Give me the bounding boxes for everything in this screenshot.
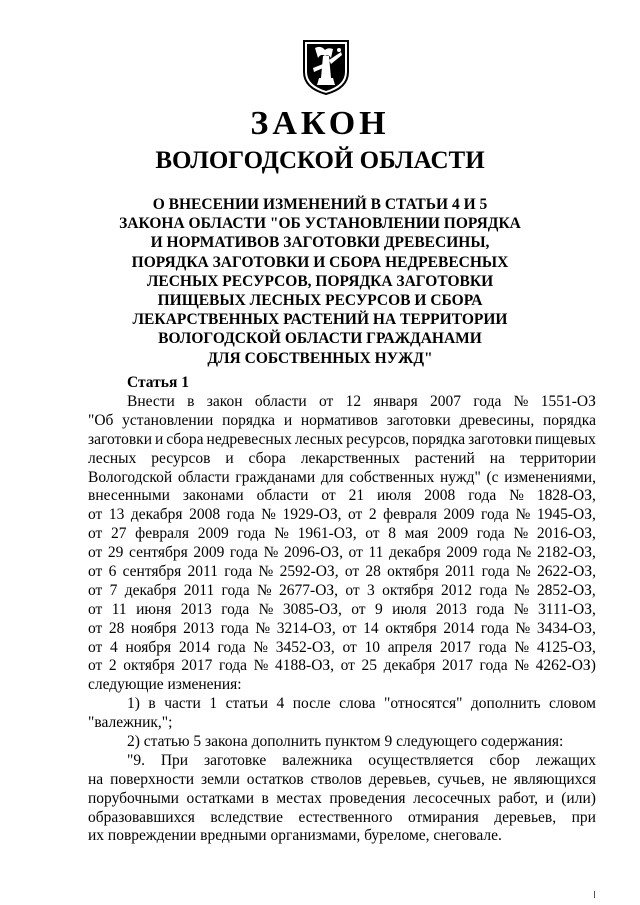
body-text-line: от 28 ноября 2013 года № 3214-ОЗ, от 14 октября 2014 года № 3434-ОЗ, <box>88 619 596 637</box>
document-type: ЗАКОН <box>250 105 390 142</box>
body-text-line: Вологодской области гражданами для собственных нужд" (с изменениями, <box>88 468 596 486</box>
law-subject-line: ДЛЯ СОБСТВЕННЫХ НУЖД" <box>207 349 433 367</box>
body-text-line: от 4 ноября 2014 года № 3452-ОЗ, от 10 апреля 2017 года № 4125-ОЗ, <box>88 638 596 656</box>
body-text-line: Внести в закон области от 12 января 2007 года № 1551-ОЗ <box>127 393 596 410</box>
law-subject <box>0 195 640 368</box>
body-text-line: "валежник,"; <box>88 714 173 732</box>
body-text-line: 2) статью 5 закона дополнить пунктом 9 следующего содержания: <box>127 733 564 751</box>
body-text-line: их повреждении вредными организмами, буреломе, снеговале. <box>88 827 502 845</box>
law-subject-line: ПОРЯДКА ЗАГОТОВКИ И СБОРА НЕДРЕВЕСНЫХ <box>131 253 509 271</box>
law-subject-line: ЛЕСНЫХ РЕСУРСОВ, ПОРЯДКА ЗАГОТОВКИ <box>146 272 494 290</box>
body-text-line: образовавшихся вследствие естественного отмирания деревьев, при <box>88 808 596 826</box>
body-text-line: от 27 февраля 2009 года № 1961-ОЗ, от 8 мая 2009 года № 2016-ОЗ, <box>88 525 596 543</box>
body-text-line: следующие изменения: <box>88 676 242 694</box>
law-subject-line: ЛЕКАРСТВЕННЫХ РАСТЕНИЙ НА ТЕРРИТОРИИ <box>132 311 508 329</box>
body-text-line: порубочными остатками в местах проведения лесосечных работ, и (или) <box>88 789 596 807</box>
body-text-line: на поверхности земли остатков стволов деревьев, сучьев, не являющихся <box>88 770 596 788</box>
body-text-line: внесенными законами области от 21 июля 2008 года № 1828-ОЗ, <box>88 487 596 505</box>
law-subject-line: ПИЩЕВЫХ ЛЕСНЫХ РЕСУРСОВ И СБОРА <box>157 292 483 310</box>
body-text-line: лесных ресурсов и сбора лекарственных растений на территории <box>88 449 596 467</box>
body-text-line: от 2 октября 2017 года № 4188-ОЗ, от 25 декабря 2017 года № 4262-ОЗ) <box>88 657 596 675</box>
body-text-line: от 11 июня 2013 года № 3085-ОЗ, от 9 июля 2013 года № 3111-ОЗ, <box>88 600 596 618</box>
region-title: ВОЛОГОДСКОЙ ОБЛАСТИ <box>155 147 485 174</box>
body-text-line: заготовки и сбора недревесных лесных ресурсов, порядка заготовки пищевых <box>88 430 596 448</box>
body-text-line: от 7 декабря 2011 года № 2677-ОЗ, от 3 октября 2012 года № 2852-ОЗ, <box>88 581 596 599</box>
article-body <box>88 393 596 846</box>
law-subject-line: ВОЛОГОДСКОЙ ОБЛАСТИ ГРАЖДАНАМИ <box>158 330 482 348</box>
body-text-line: от 13 декабря 2008 года № 1929-ОЗ, от 2 февраля 2009 года № 1945-ОЗ, <box>88 506 596 524</box>
law-subject-line: О ВНЕСЕНИИ ИЗМЕНЕНИЙ В СТАТЬИ 4 И 5 <box>152 196 488 213</box>
article-heading: Статья 1 <box>127 374 189 391</box>
law-subject-line: ЗАКОНА ОБЛАСТИ "ОБ УСТАНОВЛЕНИИ ПОРЯДКА <box>119 215 521 233</box>
body-text-line: 1) в части 1 статьи 4 после слова "относятся" дополнить словом <box>127 695 596 713</box>
page-mark <box>594 891 595 898</box>
law-subject-line: И НОРМАТИВОВ ЗАГОТОВКИ ДРЕВЕСИНЫ, <box>150 234 490 252</box>
vologda-coat-of-arms-icon <box>301 38 351 96</box>
body-text-line: от 29 сентября 2009 года № 2096-ОЗ, от 11 декабря 2009 года № 2182-ОЗ, <box>88 544 596 562</box>
body-text-line: от 6 сентября 2011 года № 2592-ОЗ, от 28 октября 2011 года № 2622-ОЗ, <box>88 563 596 581</box>
body-text-line: "Об установлении порядка и нормативов заготовки древесины, порядка <box>88 411 596 429</box>
body-text-line: "9. При заготовке валежника осуществляется сбор лежащих <box>127 751 596 769</box>
